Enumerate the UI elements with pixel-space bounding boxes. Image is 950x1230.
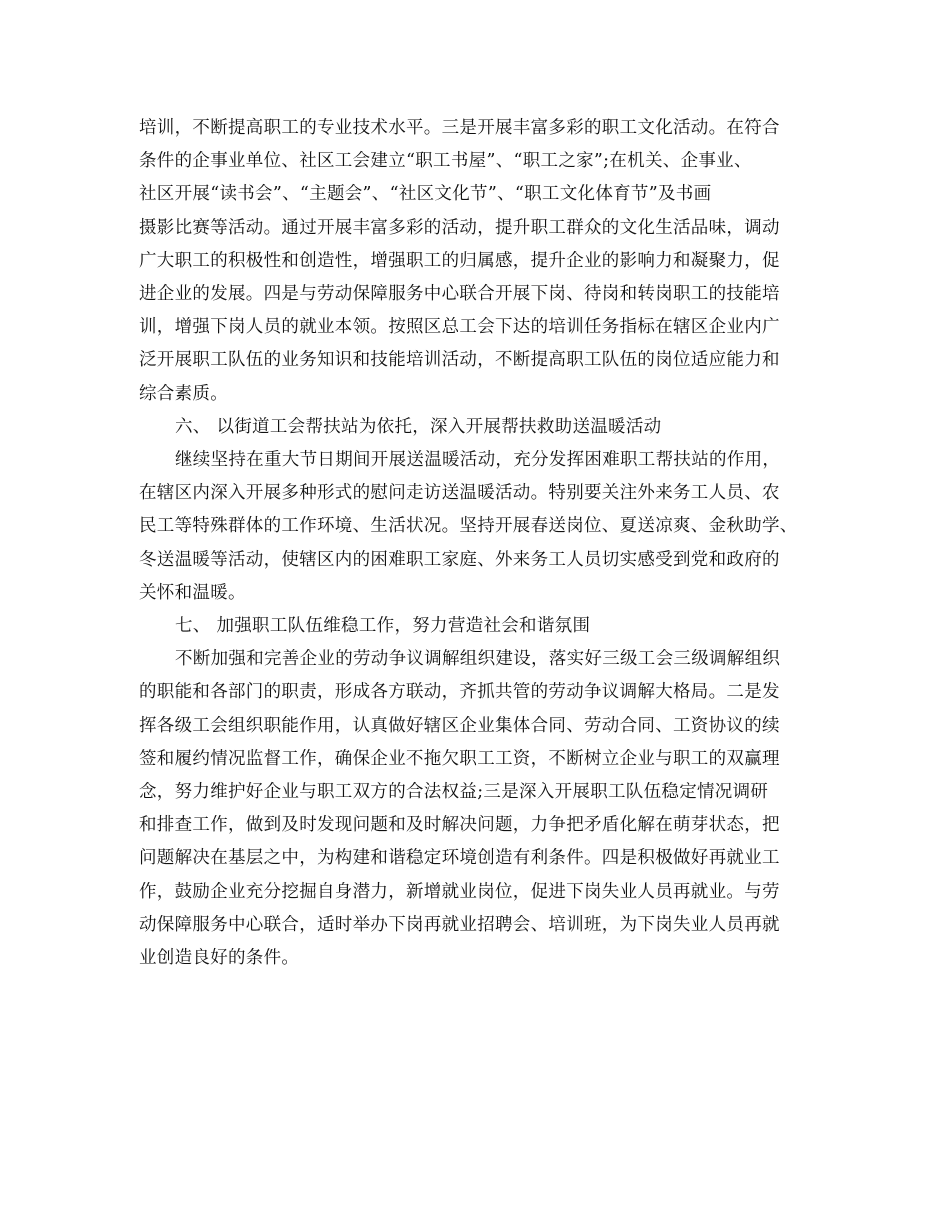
text-line: 关怀和温暖。 — [139, 582, 246, 603]
text-line: 广大职工的积极性和创造性，增强职工的归属感，提升企业的影响力和凝聚力，促 — [139, 250, 780, 271]
text-line: 业创造良好的条件。 — [139, 948, 300, 969]
text-line: 不断加强和完善企业的劳动争议调解组织建设，落实好三级工会三级调解组织 — [175, 649, 781, 670]
text-line: 综合素质。 — [139, 383, 228, 404]
text-line: 摄影比赛等活动。通过开展丰富多彩的活动，提升职工群众的文化生活品味，调动 — [139, 217, 780, 238]
text-line: 泛开展职工队伍的业务知识和技能培训活动，不断提高职工队伍的岗位适应能力和 — [139, 350, 780, 371]
text-line: 问题解决在基层之中，为构建和谐稳定环境创造有利条件。四是积极做好再就业工 — [139, 848, 780, 869]
text-line: 的职能和各部门的职责，形成各方联动，齐抓共管的劳动争议调解大格局。二是发 — [139, 682, 780, 703]
heading-line: 七、 加强职工队伍维稳工作，努力营造社会和谐氛围 — [175, 616, 591, 637]
text-line: 和排查工作，做到及时发现问题和及时解决问题，力争把矛盾化解在萌芽状态，把 — [139, 815, 780, 836]
text-line: 继续坚持在重大节日期间开展送温暖活动，充分发挥困难职工帮扶站的作用， — [175, 450, 781, 471]
paragraph-stability-work — [139, 643, 819, 975]
heading-line: 六、 以街道工会帮扶站为依托，深入开展帮扶救助送温暖活动 — [175, 416, 662, 437]
text-line: 条件的企事业单位、社区工会建立“职工书屋”、“职工之家”;在机关、企事业、 — [139, 151, 752, 172]
text-line: 在辖区内深入开展多种形式的慰问走访送温暖活动。特别要关注外来务工人员、农 — [139, 483, 780, 504]
text-line: 民工等特殊群体的工作环境、生活状况。坚持开展春送岗位、夏送凉爽、金秋助学、 — [139, 516, 798, 537]
text-line: 进企业的发展。四是与劳动保障服务中心联合开展下岗、待岗和转岗职工的技能培 — [139, 284, 780, 305]
section-heading-seven — [139, 610, 819, 643]
section-heading-six — [139, 411, 819, 444]
text-line: 社区开展“读书会”、“主题会”、“社区文化节”、“职工文化体育节”及书画 — [139, 184, 712, 205]
document-body — [139, 112, 819, 975]
paragraph-training-activities — [139, 112, 819, 411]
text-line: 念，努力维护好企业与职工双方的合法权益;三是深入开展职工队伍稳定情况调研 — [139, 782, 769, 803]
paragraph-warmth-activities — [139, 444, 819, 610]
text-line: 培训，不断提高职工的专业技术水平。三是开展丰富多彩的职工文化活动。在符合 — [139, 118, 780, 138]
text-line: 作，鼓励企业充分挖掘自身潜力，新增就业岗位，促进下岗失业人员再就业。与劳 — [139, 881, 780, 902]
text-line: 签和履约情况监督工作，确保企业不拖欠职工工资，不断树立企业与职工的双赢理 — [139, 748, 780, 769]
text-line: 训，增强下岗人员的就业本领。按照区总工会下达的培训任务指标在辖区企业内广 — [139, 317, 780, 338]
text-line: 冬送温暖等活动，使辖区内的困难职工家庭、外来务工人员切实感受到党和政府的 — [139, 549, 780, 570]
text-line: 挥各级工会组织职能作用，认真做好辖区企业集体合同、劳动合同、工资协议的续 — [139, 715, 780, 736]
text-line: 动保障服务中心联合，适时举办下岗再就业招聘会、培训班，为下岗失业人员再就 — [139, 914, 780, 935]
